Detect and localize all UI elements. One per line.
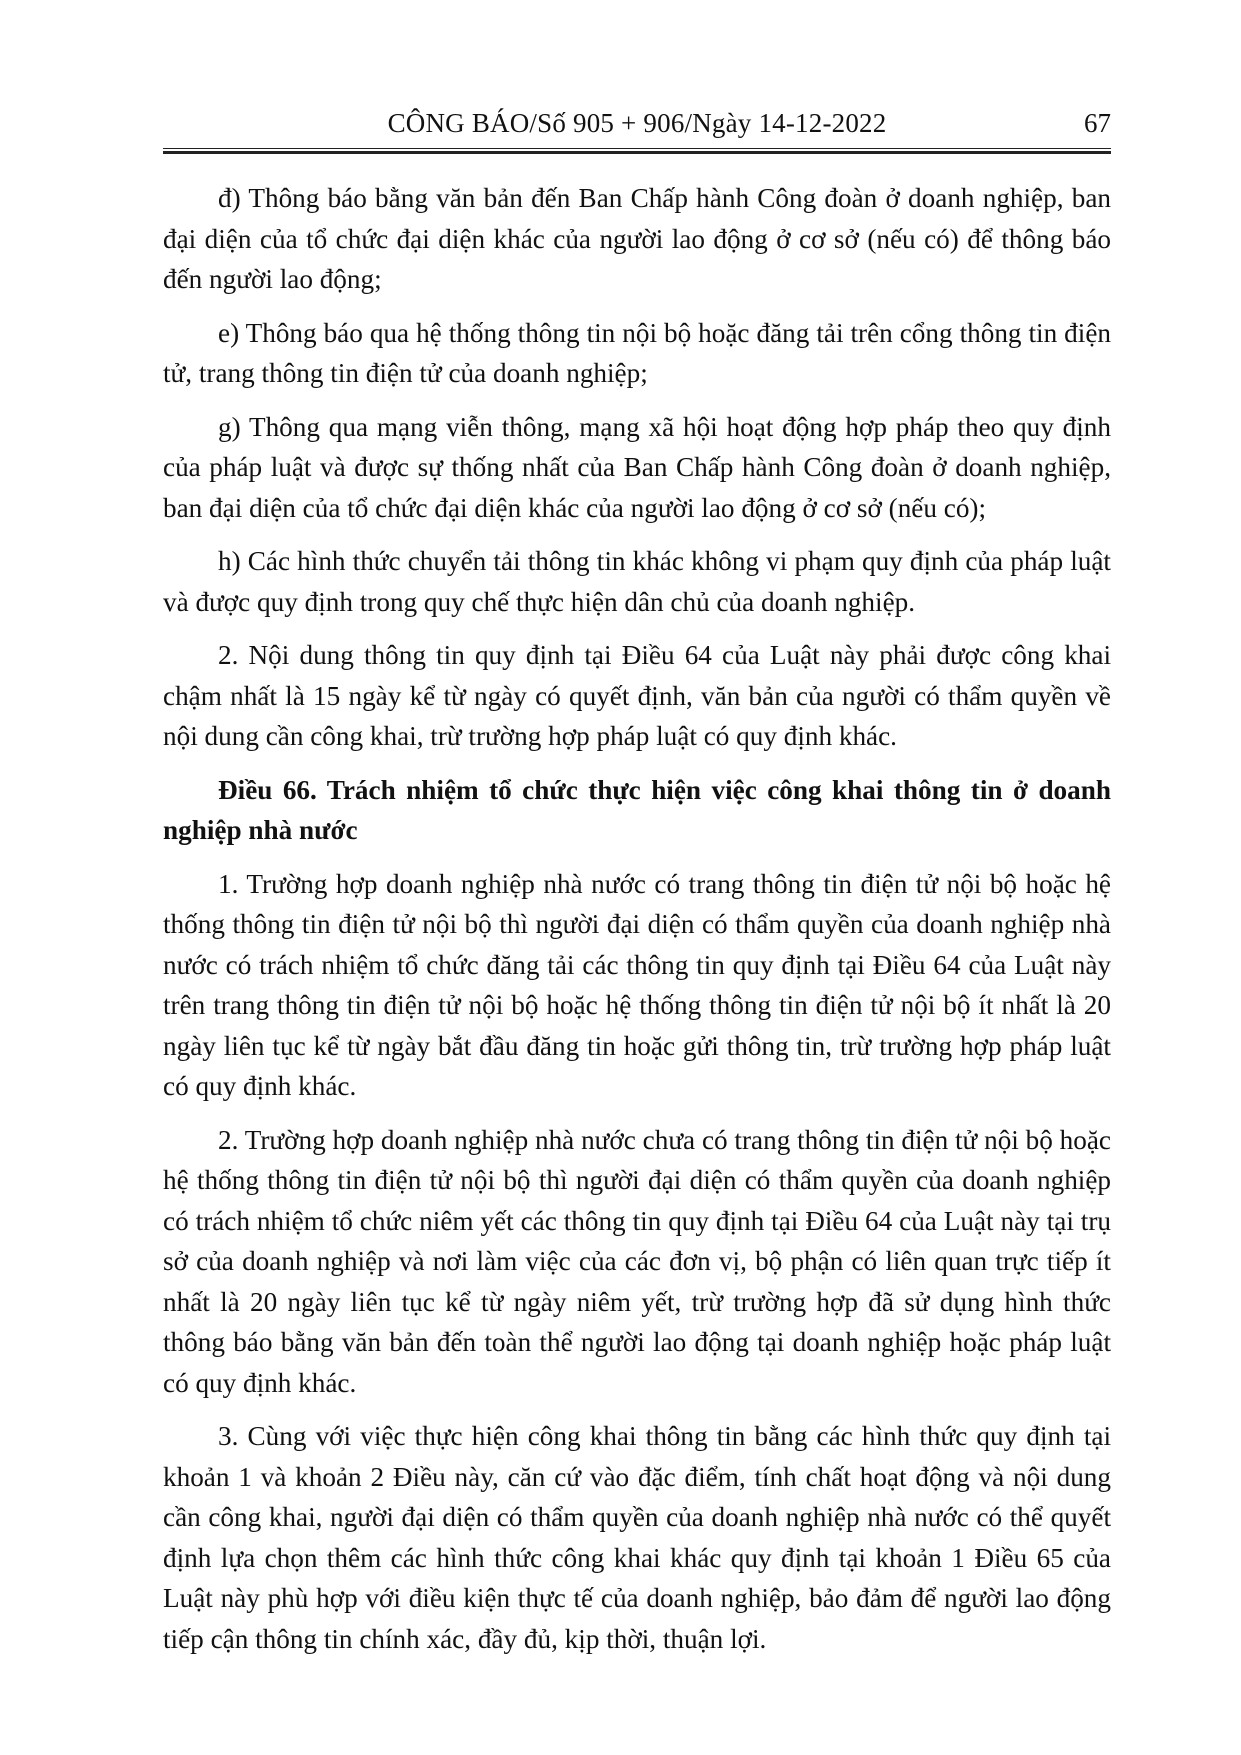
article-66-section-3: 3. Cùng với việc thực hiện công khai thông tin bằng các hình thức quy định tại khoản 1 và khoản 2 Điều này, căn cứ vào đặc điểm, tính chất hoạt động và nội dung cần công khai, người đại diện có thẩm quyền của doanh nghiệp nhà nước có thể quyết định lựa chọn thêm các hình thức công khai khác quy định tại khoản 1 Điều 65 của Luật này phù hợp với điều kiện thực tế của doanh nghiệp, bảo đảm để người lao động tiếp cận thông tin chính xác, đầy đủ, kịp thời, thuận lợi. <box>163 1421 1111 1654</box>
article-66-section-2: 2. Trường hợp doanh nghiệp nhà nước chưa có trang thông tin điện tử nội bộ hoặc hệ thống thông tin điện tử nội bộ thì người đại diện có thẩm quyền của doanh nghiệp có trách nhiệm tổ chức niêm yết các thông tin quy định tại Điều 64 của Luật này tại trụ sở của doanh nghiệp và nơi làm việc của các đơn vị, bộ phận có liên quan trực tiếp ít nhất là 20 ngày liên tục kể từ ngày niêm yết, trừ trường hợp đã sử dụng hình thức thông báo bằng văn bản đến toàn thể người lao động tại doanh nghiệp hoặc pháp luật có quy định khác. <box>163 1124 1111 1398</box>
page-header <box>163 103 1111 143</box>
gazette-header-title: CÔNG BÁO/Số 905 + 906/Ngày 14-12-2022 <box>387 108 887 138</box>
section-2-paragraph: 2. Nội dung thông tin quy định tại Điều 64 của Luật này phải được công khai chậm nhất là 15 ngày kể từ ngày có quyết định, văn bản của người có thẩm quyền về nội dung cần công khai, trừ trường hợp pháp luật có quy định khác. <box>163 640 1111 751</box>
clause-h: h) Các hình thức chuyển tải thông tin khác không vi phạm quy định của pháp luật và được quy định trong quy chế thực hiện dân chủ của doanh nghiệp. <box>163 546 1111 617</box>
article-66-heading: Điều 66. Trách nhiệm tổ chức thực hiện việc công khai thông tin ở doanh nghiệp nhà nước <box>163 774 1111 845</box>
document-body <box>163 178 1111 1672</box>
page-number: 67 <box>1084 108 1111 138</box>
clause-e: e) Thông báo qua hệ thống thông tin nội bộ hoặc đăng tải trên cổng thông tin điện tử, trang thông tin điện tử của doanh nghiệp; <box>163 317 1111 388</box>
header-divider-thick <box>163 151 1111 154</box>
article-66-section-1: 1. Trường hợp doanh nghiệp nhà nước có trang thông tin điện tử nội bộ hoặc hệ thống thông tin điện tử nội bộ thì người đại diện có thẩm quyền của doanh nghiệp nhà nước có trách nhiệm tổ chức đăng tải các thông tin quy định tại Điều 64 của Luật này trên trang thông tin điện tử nội bộ hoặc hệ thống thông tin điện tử nội bộ ít nhất là 20 ngày liên tục kể từ ngày bắt đầu đăng tin hoặc gửi thông tin, trừ trường hợp pháp luật có quy định khác. <box>163 868 1111 1101</box>
clause-g: g) Thông qua mạng viễn thông, mạng xã hội hoạt động hợp pháp theo quy định của pháp luật và được sự thống nhất của Ban Chấp hành Công đoàn ở doanh nghiệp, ban đại diện của tổ chức đại diện khác của người lao động ở cơ sở (nếu có); <box>163 411 1111 523</box>
clause-d: đ) Thông báo bằng văn bản đến Ban Chấp hành Công đoàn ở doanh nghiệp, ban đại diện của tổ chức đại diện khác của người lao động ở cơ sở (nếu có) để thông báo đến người lao động; <box>163 183 1111 294</box>
header-divider-thin <box>163 148 1111 149</box>
